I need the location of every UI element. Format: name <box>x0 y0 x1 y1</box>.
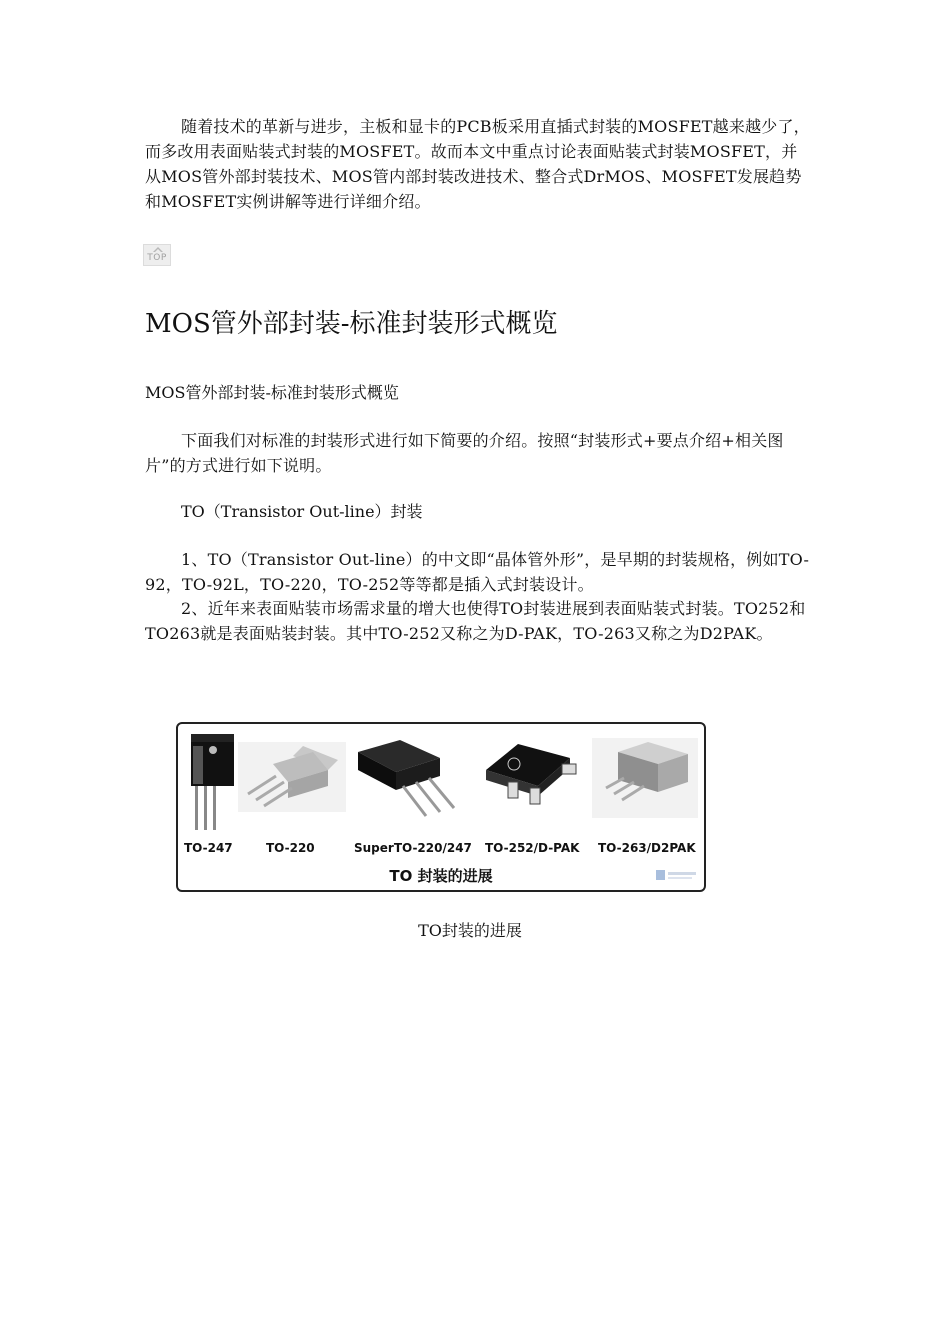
figure-label: TO-263/D2PAK <box>598 841 696 855</box>
to247-package-icon <box>191 734 234 830</box>
to252-dpak-package-icon <box>486 744 576 804</box>
to-package-heading: TO（Transistor Out-line）封装 <box>181 502 423 521</box>
superto220-package-icon <box>358 740 454 816</box>
figure-label: TO-220 <box>266 841 315 855</box>
section-heading: MOS管外部封装-标准封装形式概览 <box>145 309 558 339</box>
intro-paragraph: 随着技术的革新与进步，主板和显卡的PCB板采用直插式封装的MOSFET越来越少了，而多改用表面贴装式封装的MOSFET。故而本文中重点讨论表面贴装式封装MOSFET，并从MOS管外部封装技术、MOS管内部封装改进技术、整合式DrMOS、MOSFET发展趋势和MOSFET实例讲解等进行详细介绍。 <box>145 117 810 211</box>
figure-label: TO-247 <box>184 841 233 855</box>
section-subheading: MOS管外部封装-标准封装形式概览 <box>145 383 399 402</box>
figure-title: TO 封装的进展 <box>389 867 493 885</box>
figure-label: SuperTO-220/247 <box>354 841 472 855</box>
figure-caption: TO封装的进展 <box>418 921 522 940</box>
point-2-paragraph: 2、近年来表面贴装市场需求量的增大也使得TO封装进展到表面贴装式封装。TO252和TO263就是表面贴装封装。其中TO-252又称之为D-PAK，TO-263又称之为D2PAK。 <box>145 599 806 643</box>
figure-label: TO-252/D-PAK <box>485 841 580 855</box>
to-package-figure <box>176 722 706 892</box>
back-to-top-button[interactable] <box>143 244 171 266</box>
point-1-paragraph: 1、TO（Transistor Out-line）的中文即“晶体管外形”，是早期的封装规格，例如TO-92，TO-92L，TO-220，TO-252等等都是插入式封装设计。 <box>145 550 810 594</box>
overview-paragraph: 下面我们对标准的封装形式进行如下简要的介绍。按照“封装形式+要点介绍+相关图片”的方式进行如下说明。 <box>145 431 784 475</box>
top-button-label: TOP <box>147 253 167 263</box>
